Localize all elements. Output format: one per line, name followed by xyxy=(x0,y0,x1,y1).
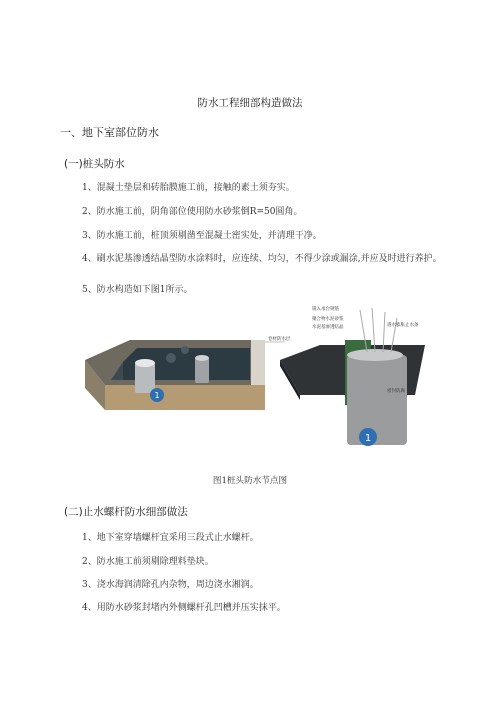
figure-caption: 图1桩头防水节点图 xyxy=(212,476,288,486)
paragraph-item: 5、防水构造如下图1所示。 xyxy=(82,285,193,295)
right-label-1: 锚入承台钢筋 xyxy=(312,307,339,312)
paragraph-item: 2、防水施工前须剔除理料垫块。 xyxy=(82,557,214,567)
right-label-2: 聚合物水泥砂浆 xyxy=(312,317,344,322)
paragraph-item: 2、防水施工前，阴角部位使用防水砂浆倒R=50圆角。 xyxy=(82,207,303,217)
paragraph-item: 4、刷水泥基渗透结晶型防水涂料时，应连续、均匀，不得少涂或漏涂,并应及时进行养护。 xyxy=(82,254,442,264)
right-label-3: 水泥基渗透结晶 xyxy=(312,325,344,330)
subsection-heading: (二)止水螺杆防水细部做法 xyxy=(64,506,188,518)
paragraph-item: 3、浇水海润清除孔内杂物，周边浇水湘润。 xyxy=(82,580,259,590)
right-figure-badge: 1 xyxy=(364,433,372,444)
section-heading: 一、地下室部位防水 xyxy=(60,126,159,139)
paragraph-item: 1、地下室穿墙螺杆宜采用三段式止水螺杆。 xyxy=(82,533,259,543)
paragraph-item: 4、用防水砂浆封堵内外侧螺杆孔凹槽并压实抹平。 xyxy=(82,603,286,613)
left-pit-drawing xyxy=(85,335,291,410)
right-label-4: 遇水膨胀止水条 xyxy=(387,323,419,328)
left-figure-badge: 1 xyxy=(154,391,160,400)
paragraph-item: 1、混凝土垫层和砖胎膜施工前，接触的素土须夯实。 xyxy=(82,183,295,193)
paragraph-item: 3、防水施工前，桩顶须剔凿至混凝土密实处，并清理干净。 xyxy=(82,231,322,241)
right-label-5: 密封防腐 xyxy=(387,389,405,394)
right-detail-drawing xyxy=(280,305,425,446)
figure-illustration xyxy=(75,300,430,460)
left-figure-label: 卷材防水层 xyxy=(268,337,291,342)
pile-head-waterproof-figure xyxy=(75,300,430,460)
subsection-heading: (一)桩头防水 xyxy=(64,158,125,170)
page-title: 防水工程细部构造做法 xyxy=(197,97,303,109)
